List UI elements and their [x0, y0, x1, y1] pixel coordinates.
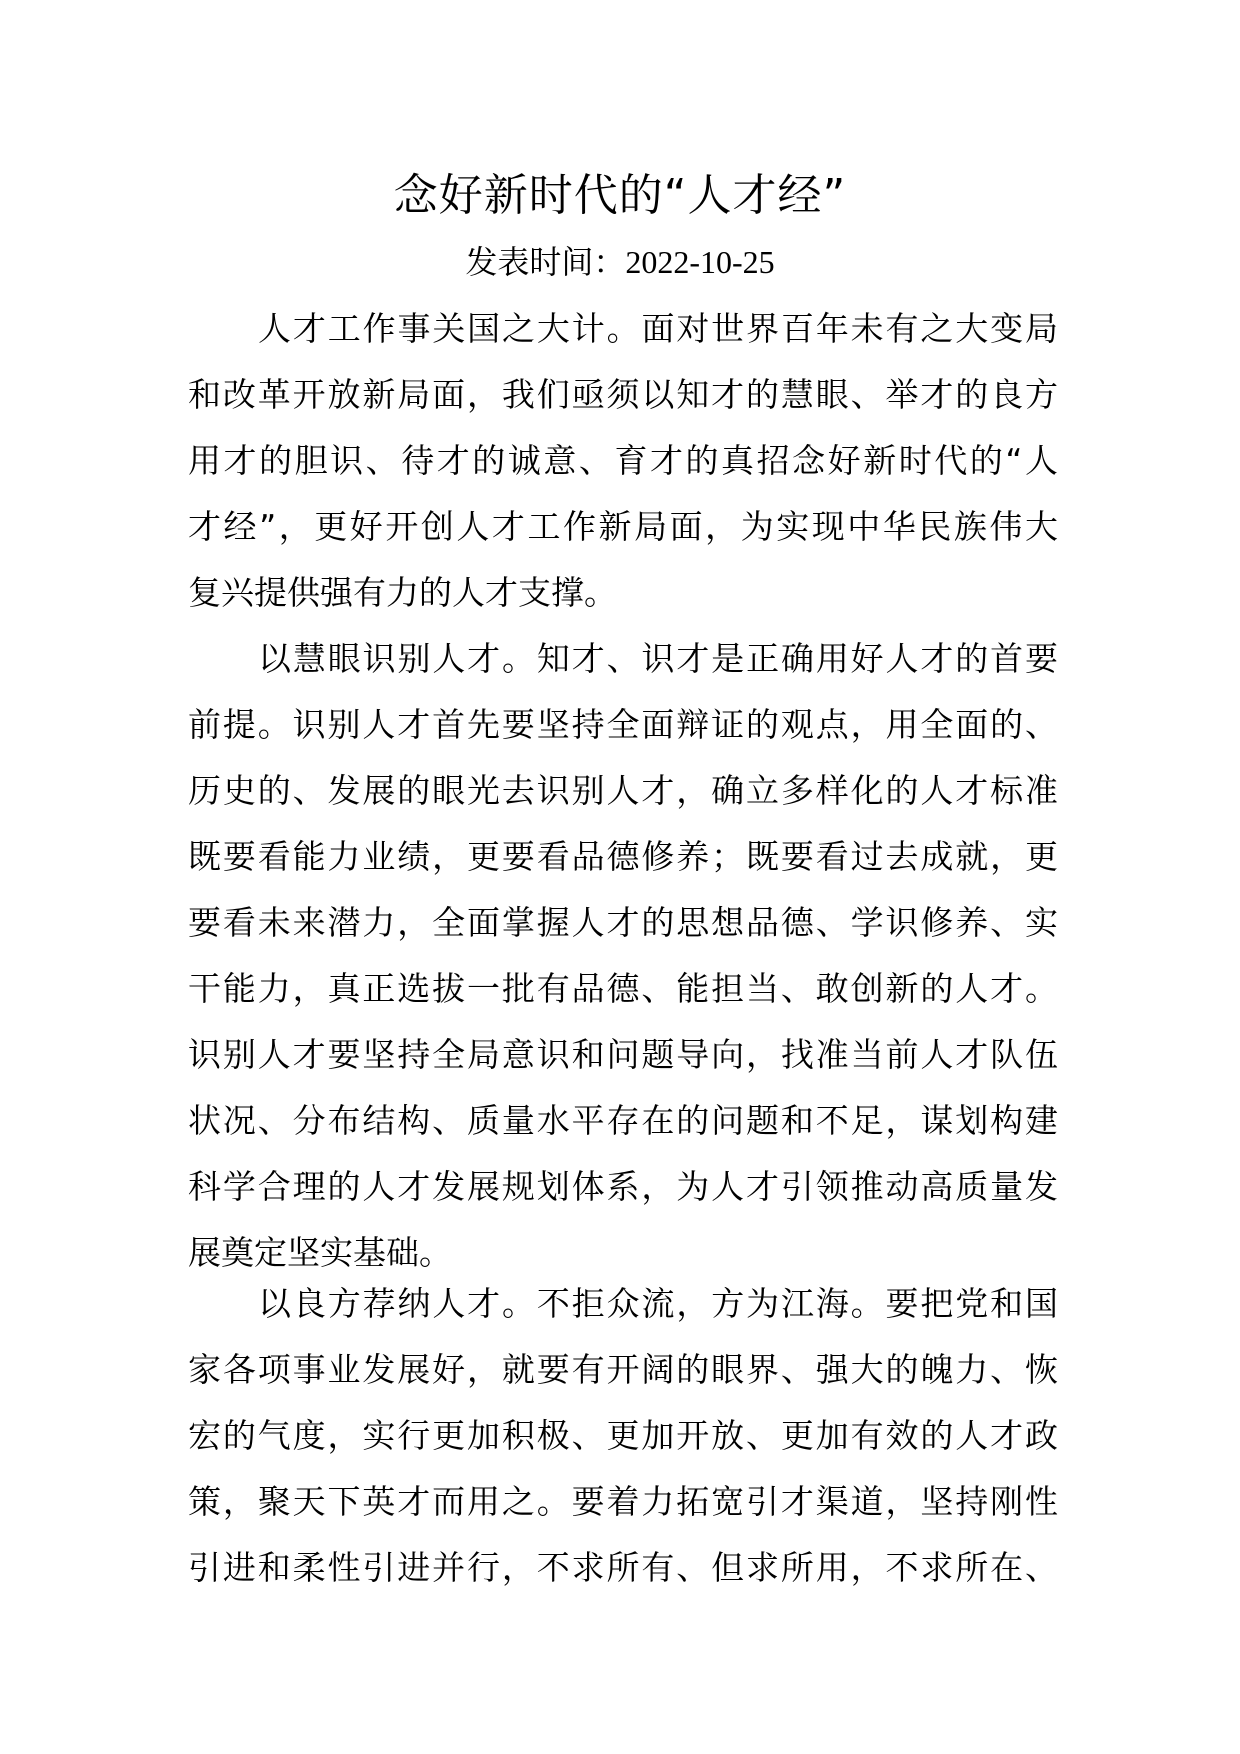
publish-date-label: 发表时间： [465, 243, 626, 281]
publish-date [0, 240, 1240, 284]
paragraph-line: 要看未来潜力，全面掌握人才的思想品德、学识修养、实 [188, 903, 1058, 942]
publish-date-value: 2022-10-25 [625, 244, 775, 280]
paragraph-line: 用才的胆识、待才的诚意、育才的真招念好新时代的“人 [188, 441, 1058, 480]
paragraph-line: 展奠定坚实基础。 [188, 1233, 452, 1272]
paragraph-1 [188, 296, 1058, 626]
paragraph-line: 以良方荐纳人才。不拒众流，方为江海。要把党和国 [258, 1284, 1058, 1323]
paragraph-line: 家各项事业发展好，就要有开阔的眼界、强大的魄力、恢 [188, 1350, 1058, 1389]
article-title: 念好新时代的“人才经” [393, 170, 847, 221]
paragraph-line: 前提。识别人才首先要坚持全面辩证的观点，用全面的、 [188, 705, 1058, 744]
paragraph-line: 宏的气度，实行更加积极、更加开放、更加有效的人才政 [188, 1416, 1058, 1455]
paragraph-line: 复兴提供强有力的人才支撑。 [188, 573, 617, 612]
paragraph-line: 科学合理的人才发展规划体系，为人才引领推动高质量发 [188, 1167, 1058, 1206]
paragraph-line: 和改革开放新局面，我们亟须以知才的慧眼、举才的良方 [188, 375, 1058, 414]
paragraph-3 [188, 1271, 1058, 1601]
paragraph-line: 才经”，更好开创人才工作新局面，为实现中华民族伟大 [188, 507, 1058, 546]
paragraph-line: 既要看能力业绩，更要看品德修养；既要看过去成就，更 [188, 837, 1058, 876]
paragraph-line: 干能力，真正选拔一批有品德、能担当、敢创新的人才。 [188, 969, 1058, 1008]
paragraph-line: 历史的、发展的眼光去识别人才，确立多样化的人才标准 [188, 771, 1058, 810]
paragraph-line: 引进和柔性引进并行，不求所有、但求所用，不求所在、 [188, 1548, 1058, 1587]
paragraph-line: 策，聚天下英才而用之。要着力拓宽引才渠道，坚持刚性 [188, 1482, 1058, 1521]
paragraph-line: 状况、分布结构、质量水平存在的问题和不足，谋划构建 [188, 1101, 1058, 1140]
paragraph-line: 以慧眼识别人才。知才、识才是正确用好人才的首要 [258, 639, 1058, 678]
paragraph-2 [188, 626, 1058, 1286]
paragraph-line: 人才工作事关国之大计。面对世界百年未有之大变局 [258, 309, 1058, 348]
paragraph-line: 识别人才要坚持全局意识和问题导向，找准当前人才队伍 [188, 1035, 1058, 1074]
